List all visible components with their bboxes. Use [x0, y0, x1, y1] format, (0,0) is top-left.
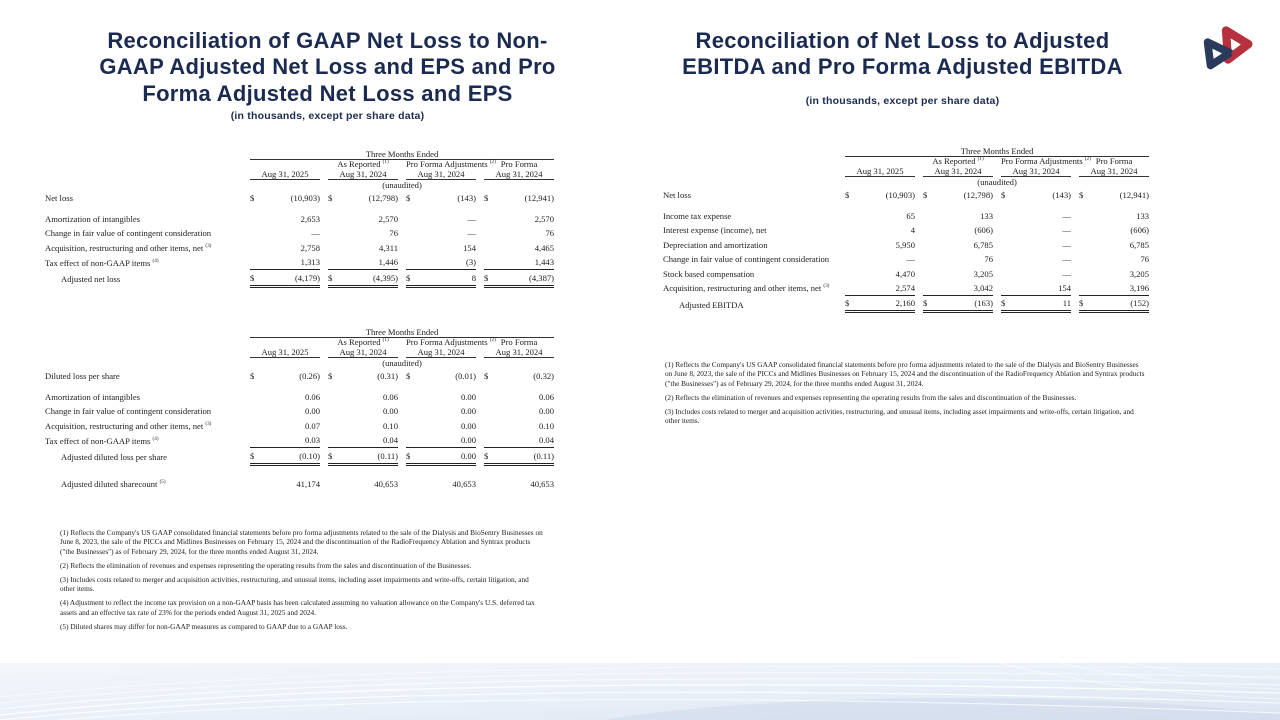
- dollar-sign: $: [923, 296, 937, 312]
- dollar-sign: [1079, 281, 1093, 296]
- footnote: (1) Reflects the Company's US GAAP consolidated financial statements before pro forma adjustments related to the sale of the Dialysis and BioSentry Businesses on June 8, 2023, the sale of the PICCs and Midlines Businesses on February 15, 2024 and the discontinuation of the RadioFrequency Ablation and Syntrax products ("the Businesses") as of February 29, 2024, for the three months ended August 31, 2024.: [60, 528, 543, 556]
- unaudited-label: (unaudited): [977, 177, 1017, 188]
- dollar-sign: [1001, 238, 1015, 252]
- dollar-sign: [1079, 223, 1093, 237]
- dollar-sign: [406, 390, 420, 404]
- dollar-sign: [923, 238, 937, 252]
- dollar-sign: [406, 255, 420, 270]
- dollar-sign: [484, 226, 498, 240]
- cell-value: 133: [1136, 211, 1150, 222]
- dollar-sign: [484, 241, 498, 255]
- column-title: As Reported $^{(1)}$: [337, 159, 389, 169]
- cell-value: 65: [906, 211, 915, 222]
- cell-value: 2,758: [300, 242, 320, 253]
- dollar-sign: [1079, 238, 1093, 252]
- cell-value: (163): [937, 296, 993, 312]
- dollar-sign: [845, 281, 859, 296]
- dollar-sign: [1001, 266, 1015, 280]
- footnote-ref: (4): [152, 257, 159, 264]
- dollar-sign: [250, 212, 264, 226]
- table-row: [663, 252, 1149, 266]
- cell-value: 40,653: [374, 479, 398, 490]
- column-title: [250, 338, 320, 348]
- table-row: [663, 281, 1149, 296]
- dollar-sign: [484, 404, 498, 418]
- cell-value: (152): [1093, 296, 1149, 312]
- table-header-row: [663, 146, 1149, 157]
- column-date: Aug 31, 2025: [250, 169, 320, 180]
- cell-value: 0.00: [460, 392, 476, 403]
- row-label: Net loss: [663, 189, 691, 200]
- table-row: [45, 477, 554, 491]
- column-date: Aug 31, 2024: [406, 347, 476, 358]
- cell-value: —: [1062, 239, 1071, 250]
- cell-value: 2,160: [859, 296, 915, 312]
- footnote-ref: (2): [489, 159, 496, 166]
- right-subtitle: (in thousands, except per share data): [805, 94, 1000, 107]
- right-title: [645, 28, 1160, 81]
- cell-value: 5,950: [895, 239, 915, 250]
- dollar-sign: [328, 241, 342, 255]
- cell-value: 0.06: [304, 392, 320, 403]
- dollar-sign: $: [406, 192, 411, 203]
- cell-value: 76: [1140, 254, 1150, 265]
- dollar-sign: [328, 390, 342, 404]
- cell-value: 154: [463, 242, 476, 253]
- dollar-sign: [923, 252, 937, 266]
- dollar-sign: $: [406, 370, 411, 381]
- cell-value: —: [906, 254, 915, 265]
- title-line: Reconciliation of GAAP Net Loss to Non-: [107, 28, 548, 53]
- dollar-sign: [328, 419, 342, 433]
- cell-value: 154: [1015, 281, 1071, 296]
- dollar-sign: $: [923, 189, 928, 200]
- cell-value: 0.00: [460, 420, 476, 431]
- spacer-row: [45, 205, 554, 212]
- dollar-sign: [406, 477, 420, 491]
- row-label: Depreciation and amortization: [663, 239, 768, 250]
- table-header-row: [45, 338, 554, 348]
- cell-value: 40,653: [530, 479, 555, 490]
- cell-value: (143): [457, 192, 476, 203]
- table-header-row: [45, 149, 554, 160]
- cell-value: (0.31): [377, 370, 398, 381]
- cell-value: 4,465: [534, 242, 555, 253]
- dollar-sign: $: [328, 370, 333, 381]
- row-label: Amortization of intangibles: [45, 214, 140, 225]
- dollar-sign: [250, 241, 264, 255]
- dollar-sign: [406, 212, 420, 226]
- table-header-row: [45, 347, 554, 358]
- cell-value: 6,785: [973, 239, 993, 250]
- cell-value: 4,470: [895, 268, 915, 279]
- footnote: (5) Diluted shares may differ for non-GAAP measures as compared to GAAP due to a GAAP loss.: [60, 621, 348, 631]
- title-line: GAAP Adjusted Net Loss and EPS and Pro: [99, 54, 556, 80]
- column-title: Pro Forma Adjustments $^{(2)}$: [406, 337, 496, 347]
- dollar-sign: [328, 433, 342, 448]
- dollar-sign: [328, 404, 342, 418]
- cell-value: (0.01): [455, 370, 476, 381]
- dollar-sign: $: [484, 370, 489, 381]
- cell-value: 1,313: [264, 255, 320, 270]
- row-label: Stock based compensation: [663, 268, 755, 279]
- cell-value: (4,387): [498, 270, 554, 286]
- cell-value: —: [1062, 268, 1071, 279]
- cell-value: (606): [974, 225, 993, 236]
- cell-value: (0.11): [342, 448, 398, 464]
- cell-value: 4,311: [378, 242, 398, 253]
- dollar-sign: [1079, 266, 1093, 280]
- table-header-row: [45, 358, 554, 369]
- spacer-row: [663, 202, 1149, 209]
- row-label: Adjusted net loss: [61, 274, 121, 285]
- row-label: Change in fair value of contingent consideration: [45, 228, 212, 239]
- dollar-sign: [328, 477, 342, 491]
- ebitda-table: [663, 146, 1149, 313]
- row-label: Diluted loss per share: [45, 370, 120, 381]
- period-span-header: Three Months Ended: [845, 146, 1149, 157]
- cell-value: (10,903): [885, 189, 915, 200]
- dollar-sign: [1079, 209, 1093, 223]
- cell-value: 0.06: [382, 392, 398, 403]
- cell-value: 4: [910, 225, 915, 236]
- cell-value: (12,798): [963, 189, 993, 200]
- table-row: [45, 390, 554, 404]
- table-row: [45, 190, 554, 204]
- unaudited-label: (unaudited): [382, 180, 422, 191]
- footnote: (4) Adjustment to reflect the income tax provision on a non-GAAP basis has been calculated assuming no valuation allowance on the Company's U.S. deferred tax assets and an effective tax rate of 23% for the periods ended August 31, 2025 and 2024.: [60, 598, 535, 617]
- bottom-wave-decoration: [0, 663, 1280, 720]
- dollar-sign: $: [1079, 189, 1084, 200]
- dollar-sign: [923, 209, 937, 223]
- cell-value: 76: [389, 228, 398, 239]
- right-footnotes: [665, 360, 1145, 430]
- table-header-row: [45, 169, 554, 180]
- cell-value: —: [1062, 225, 1071, 236]
- cell-value: (12,798): [368, 192, 398, 203]
- dollar-sign: $: [1001, 296, 1015, 312]
- dollar-sign: [923, 281, 937, 296]
- dollar-sign: [484, 419, 498, 433]
- row-label: Tax effect of non-GAAP items $^{(4)}$: [45, 257, 159, 268]
- footnote-ref: (1): [382, 337, 389, 344]
- row-label: Change in fair value of contingent consideration: [663, 254, 830, 265]
- footnote-ref: (5): [159, 479, 166, 486]
- row-label: Acquisition, restructuring and other items, net $^{(3)}$: [45, 420, 212, 431]
- dollar-sign: [250, 226, 264, 240]
- table-header-row: [663, 166, 1149, 177]
- cell-value: 6,785: [1129, 239, 1150, 250]
- cell-value: 0.00: [382, 406, 398, 417]
- row-label: Income tax expense: [663, 211, 732, 222]
- column-title: [845, 157, 915, 167]
- column-date: Aug 31, 2024: [1079, 166, 1149, 177]
- dollar-sign: $: [1079, 296, 1093, 312]
- table-header-row: [45, 327, 554, 338]
- footnote: (3) Includes costs related to merger and acquisition activities, restructuring, and unusual items, including asset impairments and write-offs, certain litigation, and other items.: [665, 406, 1134, 426]
- dollar-sign: [406, 226, 420, 240]
- table-row: [663, 296, 1149, 312]
- cell-value: (143): [1052, 189, 1071, 200]
- cell-value: (0.11): [498, 448, 554, 464]
- dollar-sign: $: [328, 448, 342, 464]
- column-date: Aug 31, 2024: [406, 169, 476, 180]
- cell-value: 3,042: [937, 281, 993, 296]
- cell-value: 133: [980, 211, 993, 222]
- dollar-sign: $: [250, 270, 264, 286]
- dollar-sign: [406, 433, 420, 448]
- cell-value: 76: [545, 228, 555, 239]
- cell-value: (0.32): [533, 370, 555, 381]
- table-row: [45, 212, 554, 226]
- cell-value: (12,941): [524, 192, 555, 203]
- dollar-sign: $: [484, 448, 498, 464]
- dollar-sign: $: [484, 192, 489, 203]
- footnote-ref: (3): [823, 283, 830, 290]
- cell-value: 0.00: [420, 433, 476, 448]
- column-title: As Reported $^{(1)}$: [337, 337, 389, 347]
- left-footnotes: [60, 528, 544, 636]
- column-title: As Reported $^{(1)}$: [932, 156, 984, 166]
- dollar-sign: [406, 241, 420, 255]
- cell-value: 40,653: [452, 479, 476, 490]
- dollar-sign: $: [845, 296, 859, 312]
- dollar-sign: [845, 209, 859, 223]
- column-date: Aug 31, 2024: [328, 169, 398, 180]
- left-title: [35, 28, 620, 107]
- footnote-ref: (4): [152, 435, 159, 442]
- footnote-ref: (1): [977, 156, 984, 163]
- table-row: [45, 368, 554, 382]
- dollar-sign: $: [328, 270, 342, 286]
- table-row: [663, 266, 1149, 280]
- cell-value: 0.10: [538, 420, 555, 431]
- cell-value: 0.07: [304, 420, 320, 431]
- row-label: Change in fair value of contingent consideration: [45, 406, 212, 417]
- column-date: Aug 31, 2024: [923, 166, 993, 177]
- table-row: [45, 241, 554, 255]
- column-title: Pro Forma Adjustments $^{(2)}$: [1001, 156, 1091, 166]
- cell-value: 0.00: [304, 406, 320, 417]
- spacer-row: [45, 383, 554, 390]
- dollar-sign: [1001, 209, 1015, 223]
- footnote-ref: (2): [489, 337, 496, 344]
- dollar-sign: [250, 419, 264, 433]
- footnote: (2) Reflects the elimination of revenues and expenses representing the operating results from the sales and discontinuation of the Businesses.: [665, 392, 1077, 402]
- row-label: Tax effect of non-GAAP items $^{(4)}$: [45, 435, 159, 446]
- table-row: [45, 433, 554, 448]
- cell-value: —: [467, 228, 476, 239]
- dollar-sign: [250, 255, 264, 270]
- cell-value: —: [467, 214, 476, 225]
- dollar-sign: $: [328, 192, 333, 203]
- dollar-sign: $: [250, 448, 264, 464]
- eps-table-container: [45, 327, 554, 492]
- dollar-sign: [845, 223, 859, 237]
- cell-value: 3,196: [1093, 281, 1149, 296]
- cell-value: 2,570: [534, 214, 555, 225]
- dollar-sign: [484, 255, 498, 270]
- cell-value: 41,174: [296, 479, 320, 490]
- dollar-sign: [845, 238, 859, 252]
- eps-table: [45, 327, 554, 492]
- left-subtitle: (in thousands, except per share data): [230, 110, 425, 123]
- row-label: Acquisition, restructuring and other items, net $^{(3)}$: [45, 242, 212, 253]
- table-header-row: [663, 177, 1149, 188]
- table-row: [45, 419, 554, 433]
- gaap-net-loss-table-container: [45, 149, 554, 288]
- column-date: Aug 31, 2025: [250, 347, 320, 358]
- row-label: Interest expense (income), net: [663, 225, 767, 236]
- column-date: Aug 31, 2024: [484, 347, 554, 358]
- row-label: Adjusted EBITDA: [679, 299, 744, 310]
- cell-value: 2,574: [859, 281, 915, 296]
- cell-value: 0.00: [460, 406, 476, 417]
- dollar-sign: [328, 255, 342, 270]
- footnote: (2) Reflects the elimination of revenues and expenses representing the operating results from the sales and discontinuation of the Businesses.: [60, 560, 472, 570]
- dollar-sign: [250, 477, 264, 491]
- cell-value: 0.10: [382, 420, 398, 431]
- cell-value: 8: [420, 270, 476, 286]
- footnote-ref: (3): [205, 242, 212, 249]
- cell-value: (10,903): [290, 192, 320, 203]
- dollar-sign: [1079, 252, 1093, 266]
- unaudited-label: (unaudited): [382, 358, 422, 369]
- cell-value: 3,205: [1129, 268, 1150, 279]
- row-label: Adjusted diluted sharecount $^{(5)}$: [61, 479, 166, 490]
- dollar-sign: [250, 390, 264, 404]
- row-label: Amortization of intangibles: [45, 392, 140, 403]
- table-row: [663, 209, 1149, 223]
- column-title: [250, 160, 320, 170]
- cell-value: —: [311, 228, 320, 239]
- table-row: [45, 448, 554, 464]
- period-span-header: Three Months Ended: [250, 149, 554, 160]
- footnote-ref: (2): [1084, 156, 1091, 163]
- table-header-row: [45, 160, 554, 170]
- dollar-sign: [250, 433, 264, 448]
- column-date: Aug 31, 2024: [328, 347, 398, 358]
- cell-value: (12,941): [1119, 189, 1150, 200]
- cell-value: (4,395): [342, 270, 398, 286]
- cell-value: 76: [984, 254, 993, 265]
- row-label: Acquisition, restructuring and other items, net $^{(3)}$: [663, 283, 830, 294]
- dollar-sign: [406, 404, 420, 418]
- dollar-sign: [1001, 281, 1015, 296]
- title-line: Forma Adjusted Net Loss and EPS: [142, 80, 513, 106]
- table-header-row: [663, 157, 1149, 167]
- cell-value: 2,653: [300, 214, 320, 225]
- cell-value: —: [1062, 211, 1071, 222]
- cell-value: (0.10): [264, 448, 320, 464]
- table-row: [45, 404, 554, 418]
- cell-value: (3): [420, 255, 476, 270]
- cell-value: (0.26): [299, 370, 320, 381]
- row-label: Net loss: [45, 192, 73, 203]
- cell-value: 0.00: [538, 406, 555, 417]
- dollar-sign: [484, 433, 498, 448]
- dollar-sign: $: [406, 270, 420, 286]
- title-line: EBITDA and Pro Forma Adjusted EBITDA: [682, 54, 1123, 80]
- dollar-sign: [484, 390, 498, 404]
- cell-value: 0.04: [342, 433, 398, 448]
- dollar-sign: [484, 212, 498, 226]
- column-date: Aug 31, 2025: [845, 166, 915, 177]
- right-title-block: [645, 28, 1160, 107]
- table-row: [45, 270, 554, 286]
- cell-value: 1,443: [498, 255, 554, 270]
- table-row: [663, 238, 1149, 252]
- dollar-sign: $: [250, 370, 255, 381]
- title-line: Reconciliation of Net Loss to Adjusted: [695, 28, 1110, 53]
- dollar-sign: $: [1001, 189, 1006, 200]
- gaap-net-loss-table: [45, 149, 554, 288]
- column-title: Pro Forma Adjustments $^{(2)}$: [406, 159, 496, 169]
- spacer-row: [45, 464, 554, 477]
- left-title-block: [35, 28, 620, 122]
- cell-value: 0.00: [420, 448, 476, 464]
- column-title: Pro Forma: [500, 159, 538, 169]
- cell-value: —: [1062, 254, 1071, 265]
- cell-value: 11: [1015, 296, 1071, 312]
- table-header-row: [45, 180, 554, 191]
- cell-value: 0.03: [264, 433, 320, 448]
- footnote-ref: (1): [382, 159, 389, 166]
- cell-value: 0.06: [538, 392, 555, 403]
- column-title: Pro Forma: [1095, 156, 1133, 166]
- cell-value: 2,570: [378, 214, 398, 225]
- dollar-sign: $: [484, 270, 498, 286]
- dollar-sign: [1001, 223, 1015, 237]
- column-title: Pro Forma: [500, 337, 538, 347]
- period-span-header: Three Months Ended: [250, 327, 554, 338]
- dollar-sign: [250, 404, 264, 418]
- column-date: Aug 31, 2024: [1001, 166, 1071, 177]
- footnote: (3) Includes costs related to merger and acquisition activities, restructuring, and unusual items, including asset impairments and write-offs, certain litigation, and other items.: [60, 574, 529, 594]
- dollar-sign: $: [250, 192, 255, 203]
- dollar-sign: $: [845, 189, 850, 200]
- cell-value: 0.04: [498, 433, 554, 448]
- dollar-sign: [406, 419, 420, 433]
- dollar-sign: [484, 477, 498, 491]
- table-row: [45, 226, 554, 240]
- footnote: (1) Reflects the Company's US GAAP consolidated financial statements before pro forma adjustments related to the sale of the Dialysis and BioSentry Businesses on June 8, 2023, the sale of the PICCs and Midlines Businesses on February 15, 2024 and the discontinuation of the RadioFrequency Ablation and Syntrax products ("the Businesses") as of February 29, 2024, for the three months ended August 31, 2024.: [665, 360, 1145, 388]
- company-logo-icon: [1196, 20, 1258, 76]
- row-label: Adjusted diluted loss per share: [61, 452, 167, 463]
- cell-value: (4,179): [264, 270, 320, 286]
- dollar-sign: [923, 266, 937, 280]
- cell-value: 1,446: [342, 255, 398, 270]
- column-date: Aug 31, 2024: [484, 169, 554, 180]
- ebitda-table-container: [663, 146, 1149, 313]
- table-row: [45, 255, 554, 270]
- dollar-sign: [923, 223, 937, 237]
- cell-value: 3,205: [973, 268, 993, 279]
- cell-value: (606): [1130, 225, 1150, 236]
- dollar-sign: [328, 226, 342, 240]
- dollar-sign: [845, 266, 859, 280]
- dollar-sign: $: [406, 448, 420, 464]
- footnote-ref: (3): [205, 420, 212, 427]
- table-row: [663, 187, 1149, 201]
- table-row: [663, 223, 1149, 237]
- dollar-sign: [845, 252, 859, 266]
- dollar-sign: [1001, 252, 1015, 266]
- dollar-sign: [328, 212, 342, 226]
